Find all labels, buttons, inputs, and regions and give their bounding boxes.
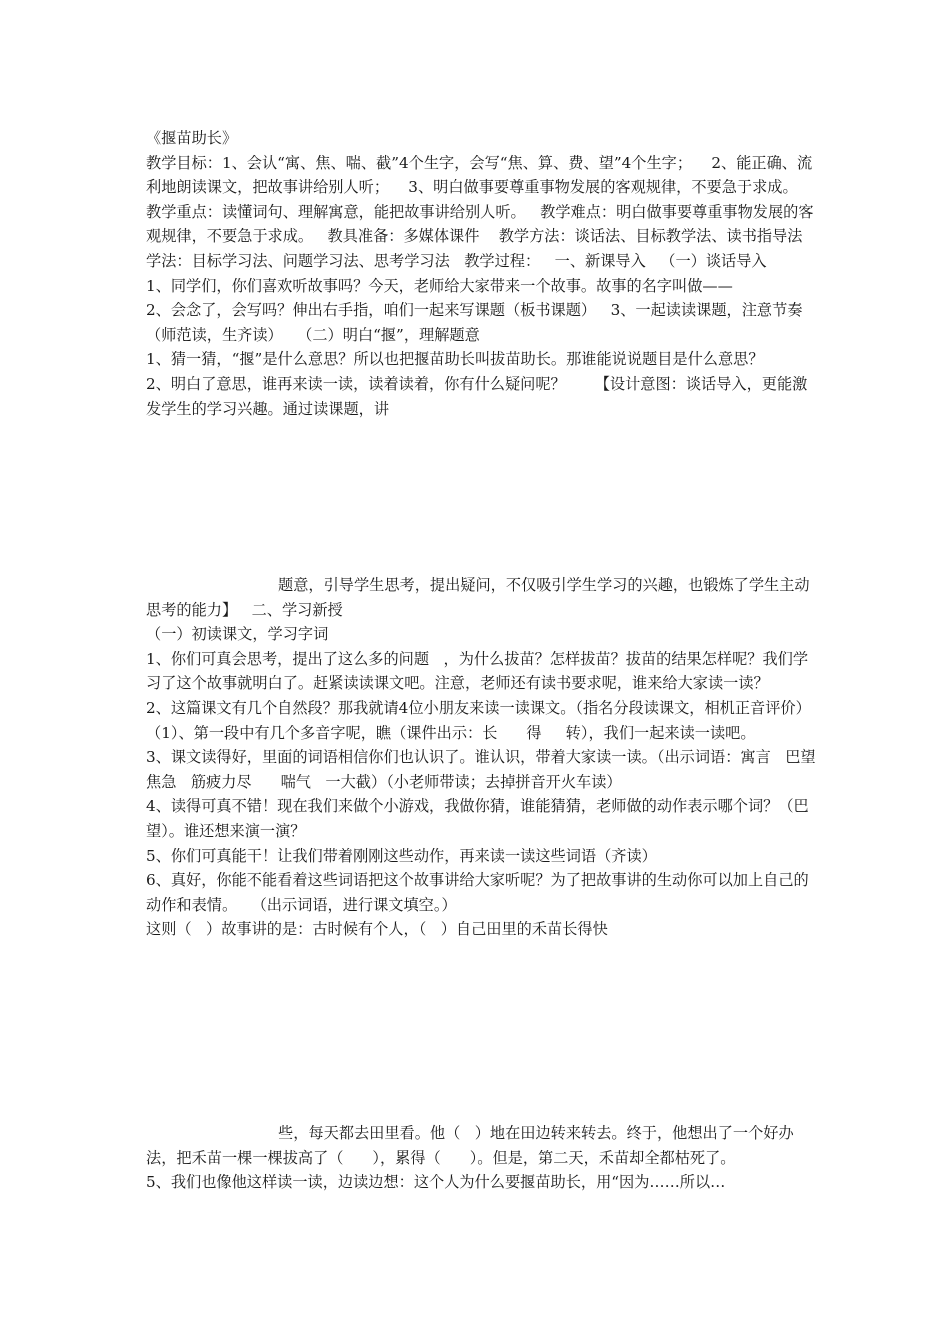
paragraph: （1）、第一段中有几个多音字呢，瞧（课件出示：长 得 转），我们一起来读一读吧。 [146,723,756,742]
paragraph: 5、你们可真能干！让我们带着刚刚这些动作，再来读一读这些词语（齐读） [146,846,657,865]
document-title: 《揠苗助长》 [146,129,238,147]
paragraph: 3、课文读得好，里面的词语相信你们也认识了。谁认识，带着大家读一读。（出示词语：寓言 巴望 焦急 筋疲力尽 喘气 一大截）（小老师带读；去掉拼音开火车读） [146,748,831,791]
text-block-1 [146,126,818,421]
text-block-2 [146,573,831,942]
paragraph: 1、猜一猜，“揠”是什么意思？所以也把揠苗助长叫拔苗助长。那谁能说说题目是什么意思？ [146,350,764,369]
paragraph: 教学目标：1、会认“寓、焦、喘、截”4个生字，会写“焦、算、费、望”4个生字； 2、能正确、流利地朗读课文，把故事讲给别人听； 3、明白做事要尊重事物发展的客观规律，不要急于求成。 教学重点：读懂词句、理解寓意，能把故事讲给别人听。 教学难点：明白做事要尊重事物发展的客观规律，不要急于求成。 教具准备：多媒体课件 教学方法：谈话法、目标教学法、读书指导法 学法：目标学习法、问题学习法、思考学习法 教学过程： 一、新课导入 （一）谈话导入 [146,153,817,270]
paragraph: 5、我们也像他这样读一读，边读边想：这个人为什么要揠苗助长，用“因为……所以… [146,1173,726,1192]
paragraph: 些，每天都去田里看。他（ ）地在田边转来转去。终于，他想出了一个好办法，把禾苗一棵一棵拔高了（ ），累得（ ）。但是，第二天，禾苗却全都枯死了。 [146,1124,794,1167]
paragraph: 2、会念了，会写吗？伸出右手指，咱们一起来写课题（板书课题） 3、一起读读课题，注意节奏（师范读，生齐读） （二）明白“揠”，理解题意 [146,301,803,344]
paragraph: 2、这篇课文有几个自然段？那我就请4位小朋友来读一读课文。（指名分段读课文，相机正音评价） [146,698,811,717]
paragraph: （一）初读课文，学习字词 [146,625,329,644]
paragraph: 题意，引导学生思考，提出疑问，不仅吸引学生学习的兴趣，也锻炼了学生主动思考的能力】 二、学习新授 [146,576,810,619]
paragraph: 1、你们可真会思考，提出了这么多的问题 ，为什么拔苗？怎样拔苗？拔苗的结果怎样呢？我们学习了这个故事就明白了。赶紧读读课文吧。注意，老师还有读书要求呢，谁来给大家读一读？ [146,649,809,693]
paragraph: 6、真好，你能不能看着这些词语把这个故事讲给大家听呢？为了把故事讲的生动你可以加上自己的动作和表情。 （出示词语，进行课文填空。） [146,871,809,914]
text-block-3 [146,1121,818,1195]
paragraph: 1、同学们，你们喜欢听故事吗？今天，老师给大家带来一个故事。故事的名字叫做—— [146,276,733,295]
paragraph: 这则（ ）故事讲的是：古时候有个人，（ ）自己田里的禾苗长得快 [146,920,608,939]
paragraph: 2、明白了意思，谁再来读一读，读着读着，你有什么疑问呢？ 【设计意图：谈话导入，更能激发学生的学习兴趣。通过读课题，讲 [146,374,808,418]
paragraph: 4、读得可真不错！现在我们来做个小游戏，我做你猜，谁能猜猜，老师做的动作表示哪个词？（巴望）。谁还想来演一演？ [146,797,809,840]
